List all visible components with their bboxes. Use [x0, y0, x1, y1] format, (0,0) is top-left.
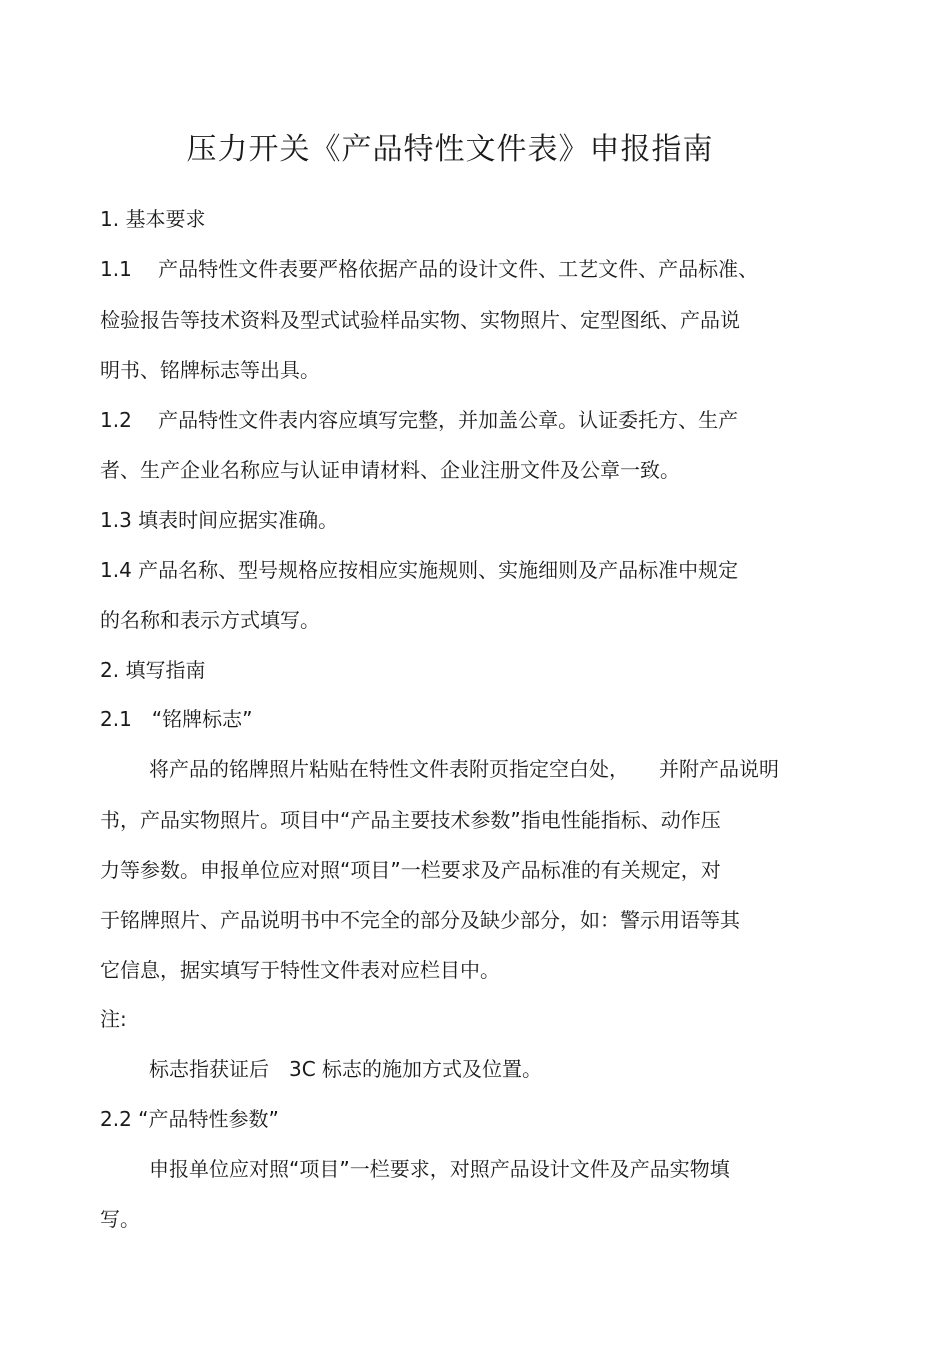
paragraph-line: 者、生产企业名称应与认证申请材料、企业注册文件及公章一致。 [100, 458, 680, 482]
paragraph-line: 1.2 产品特性文件表内容应填写完整，并加盖公章。认证委托方、生产 [100, 408, 739, 432]
paragraph-line: 将产品的铭牌照片粘贴在特性文件表附页指定空白处， 并附产品说明 [149, 757, 779, 781]
document-title: 压力开关《产品特性文件表》申报指南 [186, 132, 714, 167]
subsection-heading: 2.2 “产品特性参数” [100, 1107, 279, 1131]
section-heading: 1. 基本要求 [100, 207, 206, 231]
paragraph-line: 书，产品实物照片。项目中“产品主要技术参数”指电性能指标、动作压 [100, 808, 721, 832]
paragraph-line: 的名称和表示方式填写。 [100, 608, 320, 632]
paragraph-line: 1.1 产品特性文件表要严格依据产品的设计文件、工艺文件、产品标准、 [100, 257, 759, 281]
subsection-heading: 2.1 “铭牌标志” [100, 707, 253, 731]
paragraph-line: 力等参数。申报单位应对照“项目”一栏要求及产品标准的有关规定，对 [100, 858, 721, 882]
paragraph-line: 检验报告等技术资料及型式试验样品实物、实物照片、定型图纸、产品说 [100, 308, 740, 332]
paragraph-line: 写。 [100, 1207, 140, 1231]
section-heading: 2. 填写指南 [100, 658, 206, 682]
paragraph-line: 1.4 产品名称、型号规格应按相应实施规则、实施细则及产品标准中规定 [100, 558, 739, 582]
note-label: 注: [100, 1007, 127, 1031]
paragraph-line: 1.3 填表时间应据实准确。 [100, 508, 339, 532]
paragraph-line: 它信息，据实填写于特性文件表对应栏目中。 [100, 958, 500, 982]
paragraph-line: 明书、铭牌标志等出具。 [100, 358, 320, 382]
note-text: 标志指获证后 3C 标志的施加方式及位置。 [149, 1057, 543, 1081]
paragraph-line: 于铭牌照片、产品说明书中不完全的部分及缺少部分，如：警示用语等其 [100, 908, 740, 932]
paragraph-line: 申报单位应对照“项目”一栏要求，对照产品设计文件及产品实物填 [149, 1157, 730, 1181]
